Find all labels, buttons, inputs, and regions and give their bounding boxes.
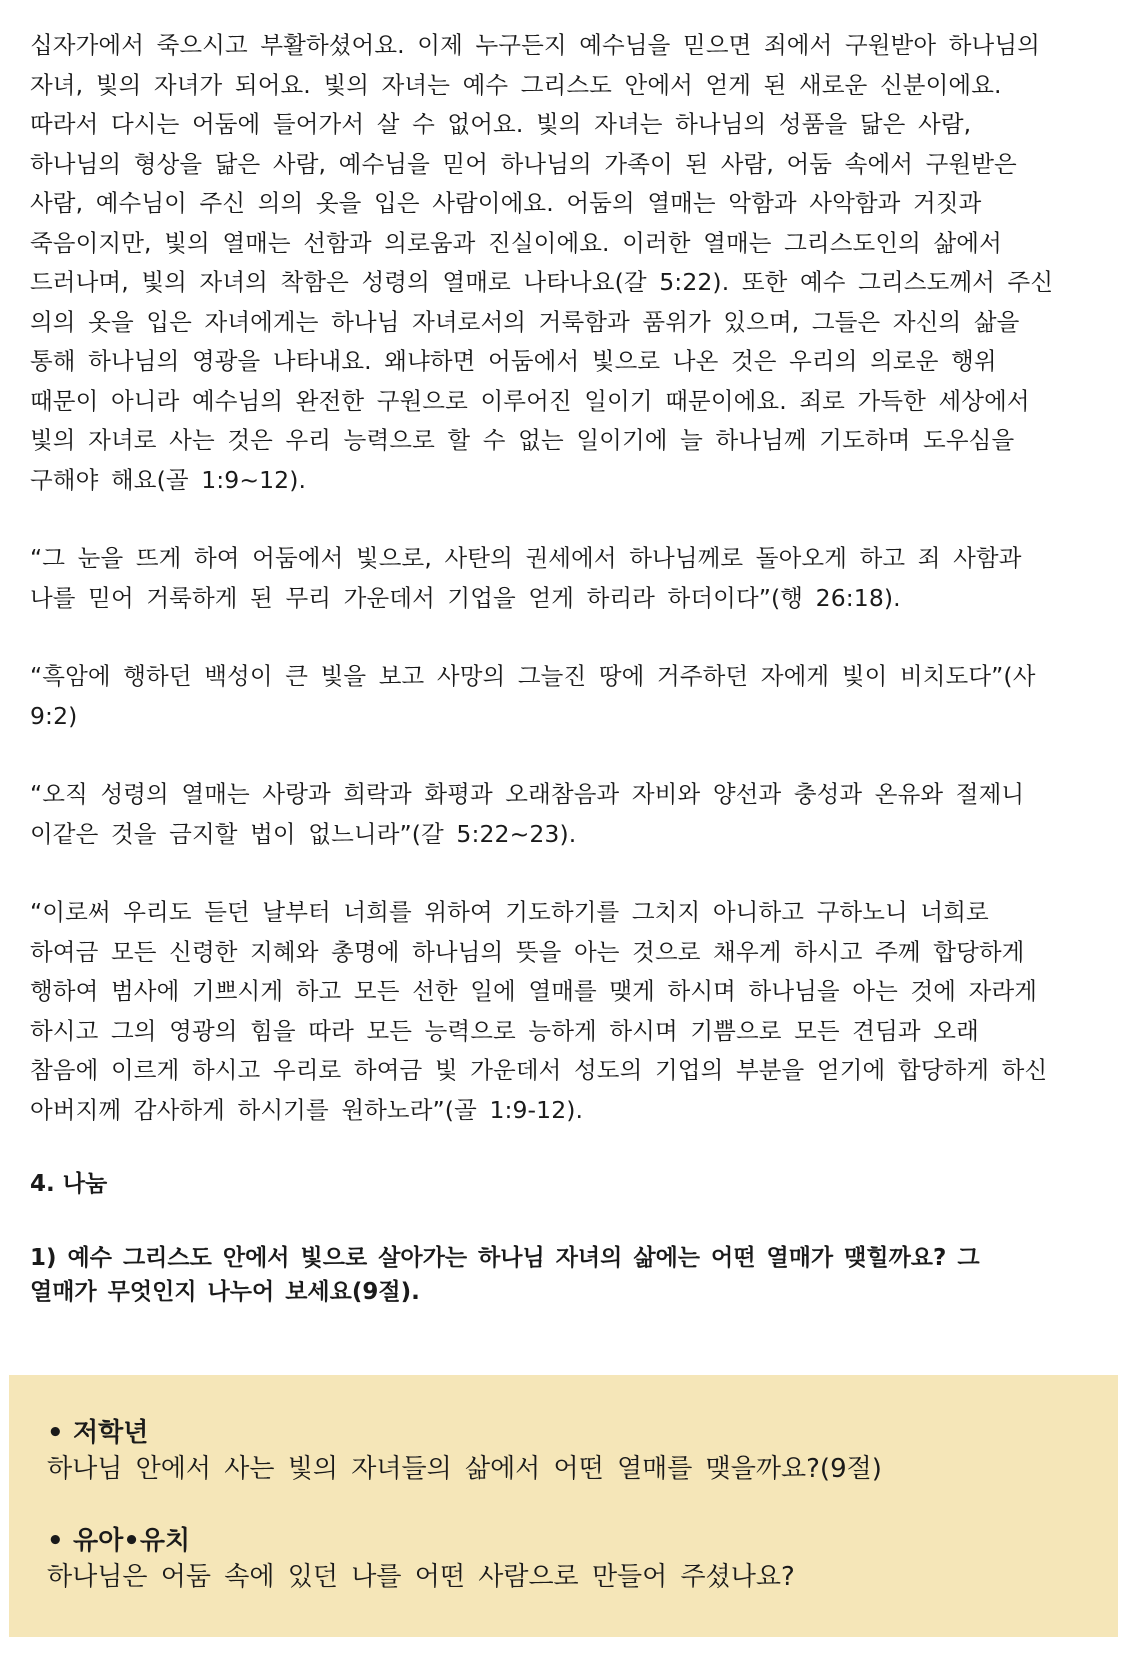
text-line: 십자가에서 죽으시고 부활하셨어요. 이제 누구든지 예수님을 믿으면 죄에서 구원받아 하나님의 [30,31,1040,59]
age-group-preschool [47,1523,795,1595]
age-group-title [47,1415,882,1451]
text-line: 따라서 다시는 어둠에 들어가서 살 수 없어요. 빛의 자녀는 하나님의 성품을 닮은 사람, [30,110,972,138]
text-line: “그 눈을 뜨게 하여 어둠에서 빛으로, 사탄의 권세에서 하나님께로 돌아오게 하고 죄 사함과 [30,544,1022,572]
text-line: 드러나며, 빛의 자녀의 착함은 성령의 열매로 나타나요(갈 5:22). 또한 예수 그리스도께서 주신 [30,268,1054,296]
text-line: 참음에 이르게 하시고 우리로 하여금 빛 가운데서 성도의 기업의 부분을 얻기에 합당하게 하신 [30,1056,1048,1084]
bullet-icon: • [47,1418,64,1448]
text-line: 구해야 해요(골 1:9~12). [30,465,307,494]
text-line: 죽음이지만, 빛의 열매는 선함과 의로움과 진실이에요. 이러한 열매는 그리스도인의 삶에서 [30,228,1002,257]
text-line: “이로써 우리도 듣던 날부터 너희를 위하여 기도하기를 그치지 아니하고 구하노니 너희로 [30,898,989,926]
section-heading: 4. 나눔 [30,1171,108,1197]
age-group-label: 저학년 [73,1418,149,1448]
text-line: 하나님의 형상을 닮은 사람, 예수님을 믿어 하나님의 가족이 된 사람, 어둠 속에서 구원받은 [30,149,1017,178]
age-group-title [47,1523,795,1559]
age-group-lower-grades [47,1415,882,1487]
scripture-quote-colossians [30,893,1115,1130]
scripture-quote-isaiah [30,657,1115,736]
text-line: 자녀, 빛의 자녀가 되어요. 빛의 자녀는 예수 그리스도 안에서 얻게 된 새로운 신분이에요. [30,70,1002,99]
age-group-question-box [9,1375,1118,1637]
text-line: 빛의 자녀로 사는 것은 우리 능력으로 할 수 없는 일이기에 늘 하나님께 기도하며 도우심을 [30,426,1015,454]
sharing-question [30,1241,1115,1309]
text-line: “오직 성령의 열매는 사랑과 희락과 화평과 오래참음과 자비와 양선과 충성과 온유와 절제니 [30,780,1025,808]
document-body [30,26,1115,1309]
text-line: 하여금 모든 신령한 지혜와 총명에 하나님의 뜻을 아는 것으로 채우게 하시고 주께 합당하게 [30,937,1025,966]
text-line: 나를 믿어 거룩하게 된 무리 가운데서 기업을 얻게 하리라 하더이다”(행 26:18). [30,583,901,612]
text-line: 통해 하나님의 영광을 나타내요. 왜냐하면 어둠에서 빛으로 나온 것은 우리의 의로운 행위 [30,347,997,375]
text-line: 때문이 아니라 예수님의 완전한 구원으로 이루어진 일이기 때문이에요. 죄로 가득한 세상에서 [30,386,1030,415]
text-line: 9:2) [30,701,78,730]
scripture-quote-galatians [30,775,1115,854]
text-line: 이같은 것을 금지할 법이 없느니라”(갈 5:22~23). [30,819,577,848]
age-group-question: 하나님은 어둠 속에 있던 나를 어떤 사람으로 만들어 주셨나요? [47,1562,795,1592]
age-group-label: 유아•유치 [73,1526,191,1556]
body-paragraph-1 [30,26,1115,500]
text-line: “흑암에 행하던 백성이 큰 빛을 보고 사망의 그늘진 땅에 거주하던 자에게 빛이 비치도다”(사 [30,662,1036,690]
question-line: 열매가 무엇인지 나누어 보세요(9절). [30,1279,420,1305]
text-line: 사람, 예수님이 주신 의의 옷을 입은 사람이에요. 어둠의 열매는 악함과 사악함과 거짓과 [30,189,982,217]
question-line: 1) 예수 그리스도 안에서 빛으로 살아가는 하나님 자녀의 삶에는 어떤 열매가 맺힐까요? 그 [30,1245,980,1271]
age-group-question: 하나님 안에서 사는 빛의 자녀들의 삶에서 어떤 열매를 맺을까요?(9절) [47,1454,882,1484]
bullet-icon: • [47,1526,64,1556]
text-line: 아버지께 감사하게 하시기를 원하노라”(골 1:9-12). [30,1095,584,1124]
text-line: 의의 옷을 입은 자녀에게는 하나님 자녀로서의 거룩함과 품위가 있으며, 그들은 자신의 삶을 [30,307,1020,336]
scripture-quote-acts [30,539,1115,618]
text-line: 하시고 그의 영광의 힘을 따라 모든 능력으로 능하게 하시며 기쁨으로 모든 견딤과 오래 [30,1016,979,1045]
text-line: 행하여 범사에 기쁘시게 하고 모든 선한 일에 열매를 맺게 하시며 하나님을 아는 것에 자라게 [30,977,1038,1005]
